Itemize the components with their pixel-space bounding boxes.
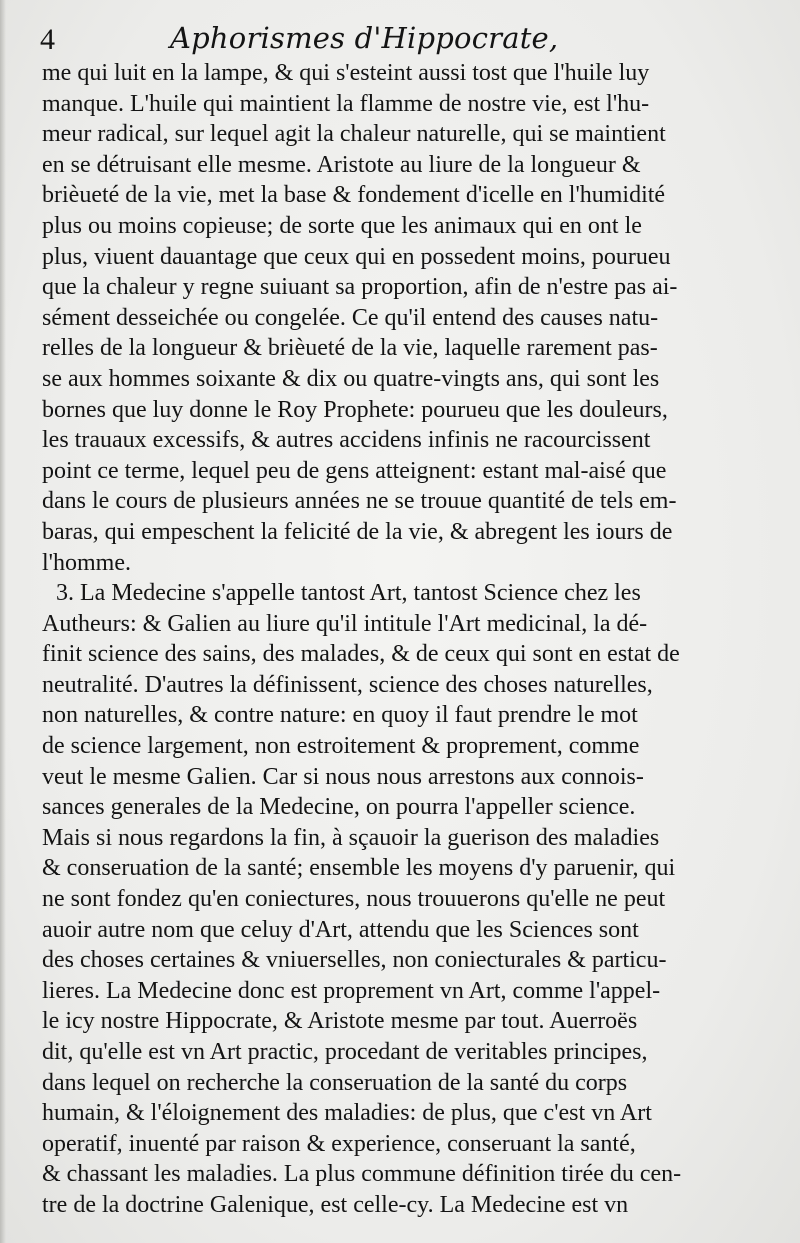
text-line: se aux hommes soixante & dix ou quatre-vingts ans, qui sont les [42, 365, 660, 392]
text-line: lieres. La Medecine donc est proprement vn Art, comme l'appel- [42, 977, 661, 1004]
text-line: & conseruation de la santé; ensemble les moyens d'y paruenir, qui [42, 855, 676, 882]
text-line: de science largement, non estroitement & proprement, comme [42, 733, 640, 760]
text-line: non naturelles, & contre nature: en quoy il faut prendre le mot [42, 702, 638, 729]
running-head [40, 18, 720, 62]
text-line: humain, & l'éloignement des maladies: de plus, que c'est vn Art [42, 1100, 652, 1127]
text-line: brièueté de la vie, met la base & fondement d'icelle en l'humidité [42, 182, 666, 209]
text-line: bornes que luy donne le Roy Prophete: pourueu que les douleurs, [42, 396, 668, 423]
text-line: finit science des sains, des malades, & de ceux qui sont en estat de [42, 641, 680, 668]
text-line: meur radical, sur lequel agit la chaleur naturelle, qui se maintient [42, 121, 666, 148]
text-line: me qui luit en la lampe, & qui s'esteint aussi tost que l'huile luy [42, 60, 650, 86]
text-line: manque. L'huile qui maintient la flamme de nostre vie, est l'hu- [42, 90, 650, 117]
page-gutter-shadow [0, 0, 6, 1243]
text-line: point ce terme, lequel peu de gens atteignent: estant mal-aisé que [42, 457, 667, 484]
text-line: relles de la longueur & brièueté de la vie, laquelle rarement pas- [42, 335, 658, 362]
text-line: des choses certaines & vniuerselles, non coniecturales & particu- [42, 947, 667, 974]
text-line: auoir autre nom que celuy d'Art, attendu que les Sciences sont [42, 916, 639, 943]
text-line: plus, viuent dauantage que ceux qui en possedent moins, pourueu [42, 243, 671, 270]
text-line: & chassant les maladies. La plus commune définition tirée du cen- [42, 1161, 682, 1188]
text-line: tre de la doctrine Galenique, est celle-cy. La Medecine est vn [42, 1191, 629, 1218]
text-line: sément desseichée ou congelée. Ce qu'il entend des causes natu- [42, 304, 659, 331]
text-line: en se détruisant elle mesme. Aristote au liure de la longueur & [42, 151, 641, 178]
text-line: operatif, inuenté par raison & experience, conseruant la santé, [42, 1130, 636, 1157]
text-line: dit, qu'elle est vn Art practic, procedant de veritables principes, [42, 1039, 648, 1065]
page-number: 4 [40, 23, 55, 56]
body-text [42, 58, 708, 1221]
text-line: le icy nostre Hippocrate, & Aristote mesme par tout. Auerroës [42, 1008, 638, 1035]
text-line: que la chaleur y regne suiuant sa proportion, afin de n'estre pas ai- [42, 274, 678, 301]
text-line: dans le cours de plusieurs années ne se trouue quantité de tels em- [42, 488, 677, 515]
running-title: Aphorismes d'Hippocrate, [170, 21, 559, 55]
text-line: dans lequel on recherche la conseruation de la santé du corps [42, 1069, 628, 1096]
text-line: les trauaux excessifs, & autres accidens infinis ne racourcissent [42, 427, 651, 454]
text-line: plus ou moins copieuse; de sorte que les animaux qui en ont le [42, 212, 642, 239]
text-line: neutralité. D'autres la définissent, science des choses naturelles, [42, 671, 653, 698]
text-line: Autheurs: & Galien au liure qu'il intitule l'Art medicinal, la dé- [42, 610, 648, 637]
text-line: baras, qui empeschent la felicité de la vie, & abregent les iours de [42, 518, 673, 545]
text-line: ne sont fondez qu'en coniectures, nous trouuerons qu'elle ne peut [42, 886, 666, 913]
paragraph-start-line: 3. La Medecine s'appelle tantost Art, tantost Science chez les [56, 580, 641, 607]
text-line: veut le mesme Galien. Car si nous nous arrestons aux connois- [42, 763, 644, 790]
text-line: sances generales de la Medecine, on pourra l'appeller science. [42, 794, 636, 821]
text-line: Mais si nous regardons la fin, à sçauoir la guerison des maladies [42, 824, 660, 851]
text-line: l'homme. [42, 549, 131, 576]
